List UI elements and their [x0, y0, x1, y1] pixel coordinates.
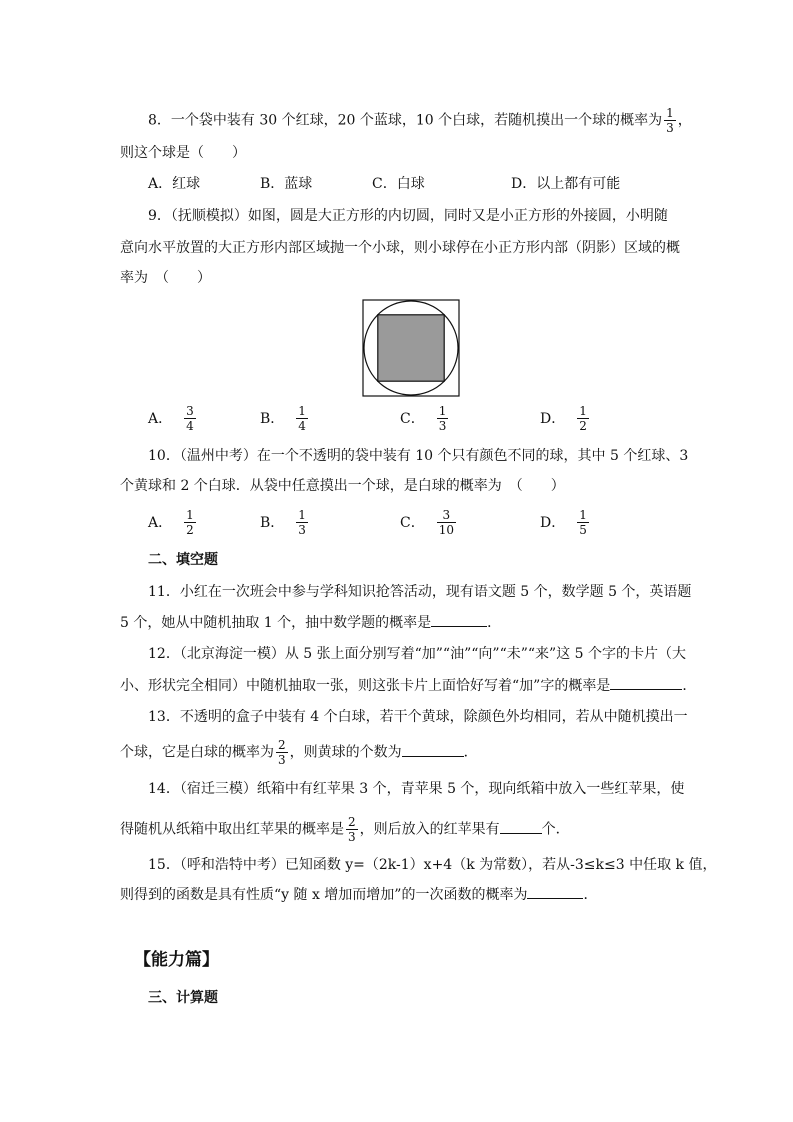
q9-option-c: C． $\frac{1}{3}$: [400, 404, 447, 433]
answer-blank[interactable]: [610, 675, 682, 690]
q8-line1: 8．一个袋中装有 30 个红球，20 个蓝球，10 个白球，若随机摸出一个球的概率为 $\frac{1}{3}$ ，: [148, 106, 692, 135]
q9-option-a: A． $\frac{3}{4}$: [148, 404, 194, 433]
q14-fraction: $\frac{2}{3}$: [348, 815, 356, 844]
q8-option-d: D．以上都有可能: [511, 176, 621, 192]
q10-option-c: C． $\frac{3}{10}$: [400, 508, 454, 537]
shaded-small-square: [378, 315, 444, 381]
q10-option-a: A． $\frac{1}{2}$: [148, 508, 194, 537]
q10-option-b: B． $\frac{1}{3}$: [260, 508, 306, 537]
q13-line1: 13．不透明的盒子中装有 4 个白球，若干个黄球，除颜色外均相同，若从中随机摸出一: [148, 709, 688, 725]
q12-line2: 小、形状完全相同）中随机抽取一张，则这张卡片上面恰好写着“加”字的概率是 ．: [120, 675, 696, 696]
q9-line2: 意向水平放置的大正方形内部区域抛一个小球，则小球停在小正方形内部（阴影）区域的概: [120, 240, 680, 256]
answer-blank[interactable]: [431, 612, 487, 627]
ability-heading: 【能力篇】: [134, 950, 219, 970]
q11-line2: 5 个，她从中随机抽取 1 个，抽中数学题的概率是 ．: [120, 612, 501, 633]
q10-line1: 10．（温州中考）在一个不透明的袋中装有 10 个只有颜色不同的球，其中 5 个红球、3: [148, 448, 689, 464]
square-circle-figure: [362, 299, 460, 397]
answer-blank[interactable]: [500, 819, 542, 834]
q9-line3: 率为 （ ）: [120, 270, 211, 286]
q14-line2: 得随机从纸箱中取出红苹果的概率是 $\frac{2}{3}$ ，则后放入的红苹果有 个．: [120, 815, 570, 844]
q15-line1: 15．（呼和浩特中考）已知函数 y=（2k-1）x+4（k 为常数），若从-3≤k≤3 中任取 k 值，: [148, 857, 717, 873]
section-fill-in-heading: 二、填空题: [148, 552, 218, 568]
q10-line2: 个黄球和 2 个白球．从袋中任意摸出一个球，是白球的概率为 （ ）: [120, 478, 565, 494]
answer-blank[interactable]: [527, 884, 583, 899]
q10-option-d: D． $\frac{1}{5}$: [540, 508, 587, 537]
q8-option-c: C．白球: [372, 176, 425, 192]
q8-option-b: B．蓝球: [260, 176, 313, 192]
section-calculation-heading: 三、计算题: [148, 990, 218, 1006]
q8-fraction: $\frac{1}{3}$: [666, 106, 674, 135]
q9-option-b: B． $\frac{1}{4}$: [260, 404, 306, 433]
q13-line2: 个球，它是白球的概率为 $\frac{2}{3}$ ，则黄球的个数为 ．: [120, 738, 478, 767]
q8-line2: 则这个球是（ ）: [120, 145, 246, 161]
q8-option-a: A．红球: [148, 176, 201, 192]
q13-fraction: $\frac{2}{3}$: [278, 738, 286, 767]
q9-line1: 9．（抚顺模拟）如图，圆是大正方形的内切圆，同时又是小正方形的外接圆，小明随: [148, 208, 668, 224]
q9-option-d: D． $\frac{1}{2}$: [540, 404, 587, 433]
q15-line2: 则得到的函数是具有性质“y 随 x 增加而增加”的一次函数的概率为 ．: [120, 884, 597, 905]
answer-blank[interactable]: [402, 742, 464, 757]
q11-line1: 11．小红在一次班会中参与学科知识抢答活动，现有语文题 5 个，数学题 5 个，英语题: [148, 584, 692, 600]
q12-line1: 12．（北京海淀一模）从 5 张上面分别写着“加”“油”“向”“未”“来”这 5 个字的卡片（大: [148, 646, 687, 662]
q14-line1: 14．（宿迁三模）纸箱中有红苹果 3 个，青苹果 5 个，现向纸箱中放入一些红苹果，使: [148, 781, 685, 797]
